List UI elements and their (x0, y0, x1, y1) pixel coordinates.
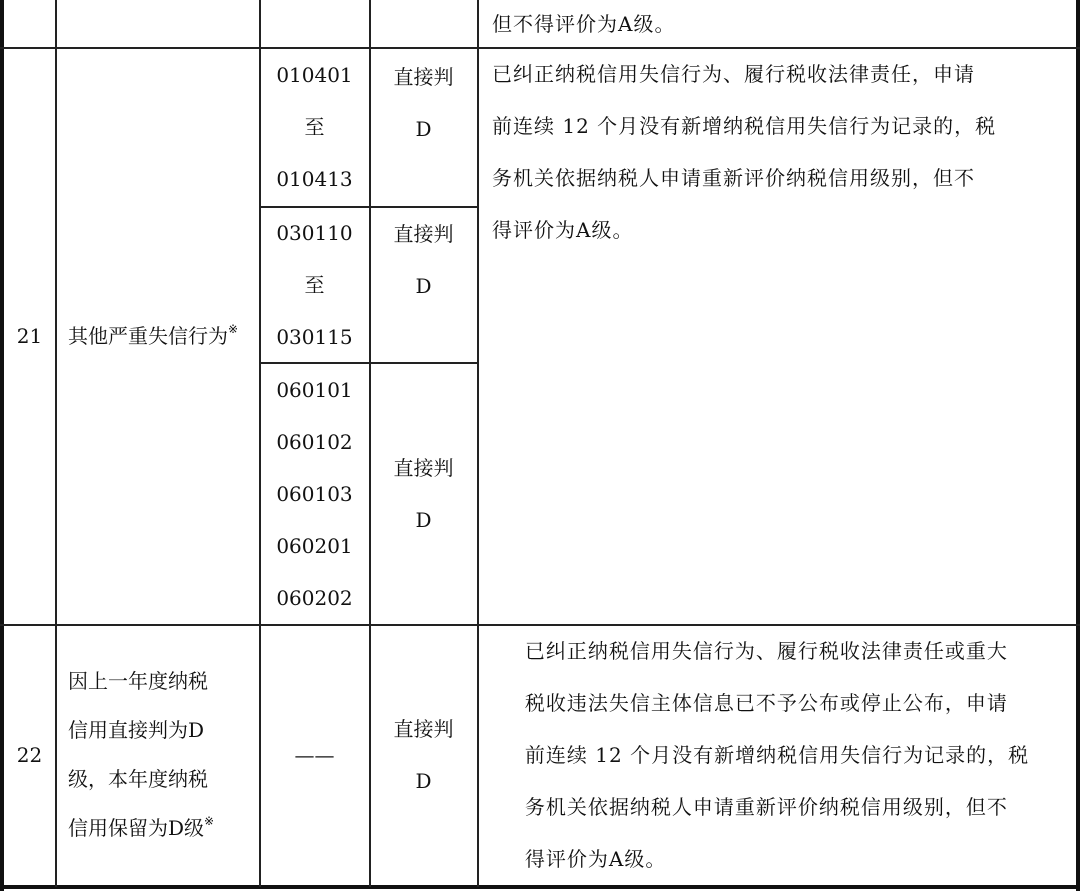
remark-line: 已纠正纳税信用失信行为、履行税收法律责任或重大 (524, 639, 1008, 663)
code-text: —— (294, 743, 335, 767)
judge-text: D (415, 507, 432, 532)
code-text: 030115 (276, 324, 353, 349)
footnote-mark: ※ (204, 814, 215, 828)
row-number-22 (4, 625, 55, 885)
judge-text: D (415, 274, 432, 298)
footnote-mark: ※ (228, 321, 239, 336)
judge-text: 直接判 (393, 455, 454, 480)
remark-cell-21 (478, 48, 1076, 624)
code-cell-21-a (260, 48, 369, 206)
code-text: 010413 (276, 167, 353, 191)
code-cell-21-c (260, 363, 369, 624)
remark-line: 务机关依据纳税人申请重新评价纳税信用级别，但不 (492, 166, 975, 190)
code-cell-21-b (260, 207, 369, 362)
remark-line: 得评价为A级。 (524, 847, 667, 871)
judge-cell-21-b (370, 207, 477, 313)
judge-text: D (415, 769, 432, 793)
judge-cell-21-c (370, 363, 477, 624)
remark-line: 得评价为A级。 (492, 218, 634, 242)
code-text: 030110 (276, 220, 353, 245)
remark-line: 前连续 12 个月没有新增纳税信用失信行为记录的，税 (492, 114, 997, 138)
remark-line: 务机关依据纳税人申请重新评价纳税信用级别，但不 (524, 795, 1008, 819)
table-border-right (1076, 0, 1080, 891)
code-text: 060101 (276, 377, 353, 402)
code-text: 至 (304, 115, 325, 139)
judge-cell-21-a (370, 48, 477, 158)
remark-line: 已纠正纳税信用失信行为、履行税收法律责任，申请 (492, 62, 975, 86)
code-text: 060102 (276, 429, 353, 454)
table-border-bottom (0, 885, 1080, 889)
remark-text: 但不得评价为A级。 (492, 11, 676, 36)
code-text: 至 (304, 272, 325, 297)
item-cell-22 (56, 625, 259, 885)
judge-text: 直接判 (393, 222, 454, 246)
row-number-21 (4, 48, 55, 624)
item-text: 其他严重失信行为 (68, 323, 228, 348)
code-cell-22 (260, 625, 369, 885)
judge-cell-22 (370, 625, 477, 885)
row-number-text: 21 (16, 324, 43, 348)
item-cell-21 (56, 48, 259, 624)
row-number-text: 22 (16, 743, 43, 767)
code-text: 060201 (276, 533, 353, 558)
remark-line: 前连续 12 个月没有新增纳税信用失信行为记录的，税 (524, 743, 1030, 767)
judge-text: D (415, 117, 432, 141)
table-row-top-remark (478, 0, 1076, 47)
item-line: 级，本年度纳税 (68, 767, 208, 791)
code-text: 060202 (276, 585, 353, 610)
item-line: 因上一年度纳税 (68, 669, 208, 693)
item-line: 信用保留为D级 (68, 816, 205, 840)
remark-line: 税收违法失信主体信息已不予公布或停止公布，申请 (524, 691, 1008, 715)
judge-text: 直接判 (393, 65, 454, 89)
remark-cell-22 (478, 625, 1076, 885)
item-line: 信用直接判为D (68, 718, 205, 742)
code-text: 060103 (276, 481, 353, 506)
judge-text: 直接判 (393, 717, 454, 741)
code-text: 010401 (276, 63, 353, 87)
